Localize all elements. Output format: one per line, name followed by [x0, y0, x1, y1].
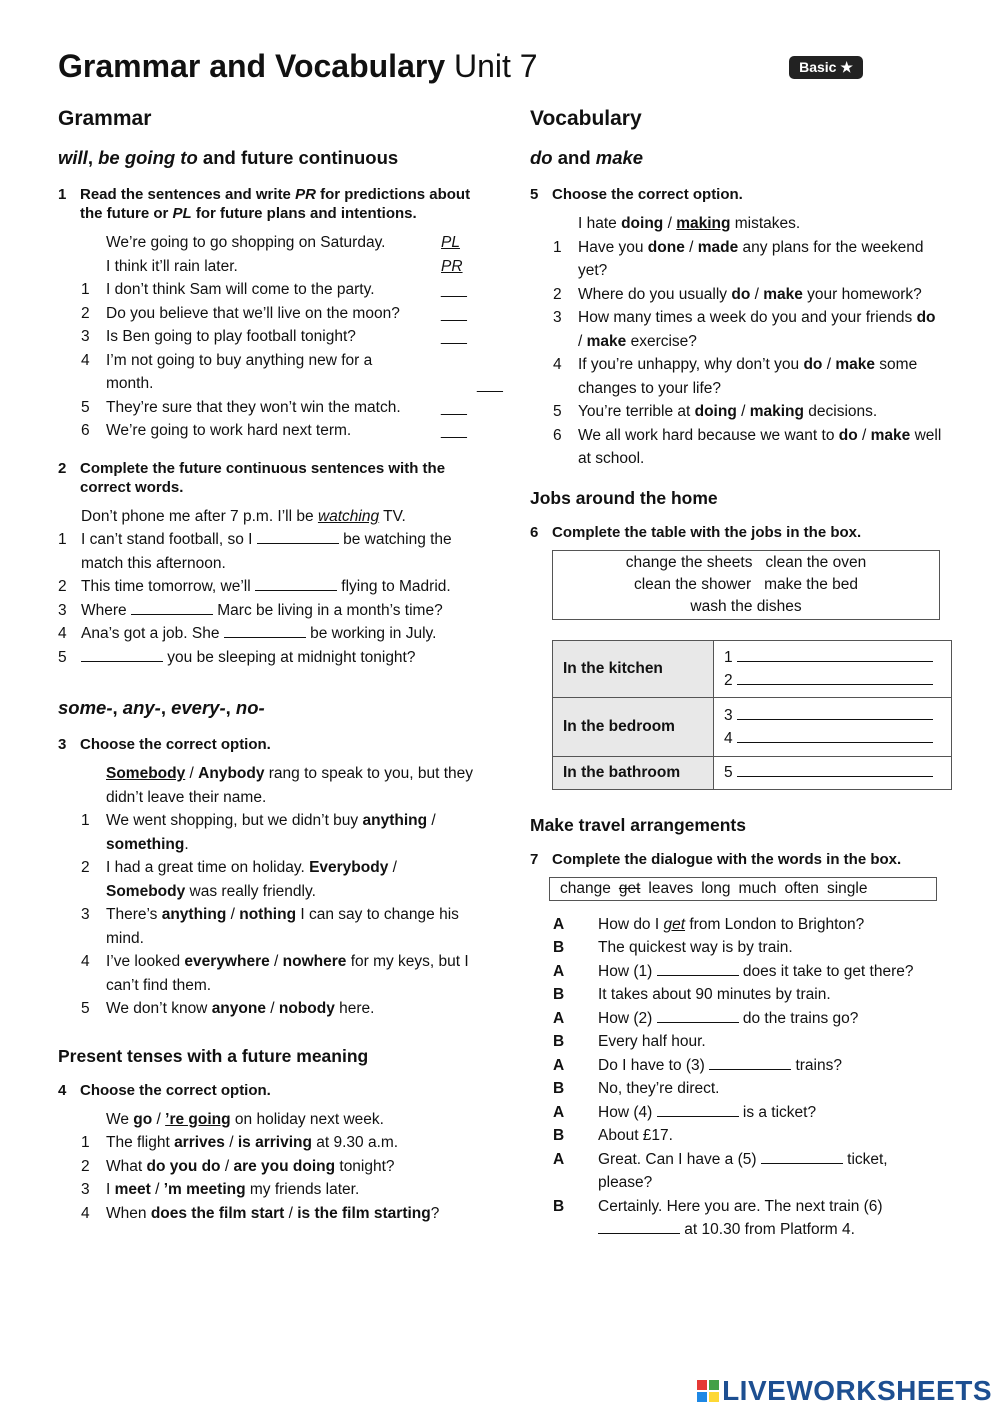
exercise-6-instruction: 6 Complete the table with the jobs in the box. — [530, 523, 862, 541]
option-a[interactable]: do — [916, 309, 936, 326]
option-a[interactable]: do you do — [146, 1157, 221, 1175]
table-row: In the kitchen 1 2 — [553, 640, 952, 697]
vocabulary-column — [530, 104, 950, 1242]
grammar-column — [58, 104, 503, 1225]
list-item: 2 What do you do / are you doing tonight? — [81, 1157, 395, 1175]
list-item: 3 How many times a week do you and your friends do / make exercise? — [553, 309, 936, 350]
option-b[interactable]: make — [870, 426, 911, 444]
list-item: 5 We don’t know anyone / nobody here. — [81, 1000, 375, 1017]
option-b[interactable]: make — [586, 332, 627, 350]
answer-line[interactable] — [737, 728, 933, 743]
dialogue-line: B It takes about 90 minutes by train. — [553, 986, 831, 1003]
answer-blank[interactable] — [257, 529, 339, 544]
answer-blank[interactable]: ___ — [441, 398, 467, 416]
section-some-any: some-, any-, every-, no- — [58, 697, 265, 718]
option-a[interactable]: meet — [114, 1181, 151, 1198]
example-answer: PR — [441, 257, 463, 275]
dialogue-line: B The quickest way is by train. — [553, 939, 793, 956]
exercise-2-instruction: 2 Complete the future continuous sentences with the correct words. — [58, 459, 446, 496]
option-a[interactable]: does the film start — [150, 1204, 285, 1222]
answer-blank[interactable]: ___ — [477, 375, 503, 393]
list-item: 4 If you’re unhappy, why don’t you do / make some changes to your life? — [553, 356, 918, 397]
list-item: 4 I’m not going to buy anything new for a month. ___ — [58, 349, 473, 396]
option-b[interactable]: Somebody — [106, 882, 186, 900]
word-box: change get leaves long much often single — [549, 877, 937, 901]
dialogue-line: A How do I get from London to Brighton? — [553, 915, 865, 933]
section-present-tenses: Present tenses with a future meaning — [58, 1045, 369, 1066]
example-row: We go / ’re going on holiday next week. — [106, 1110, 384, 1128]
option-a[interactable]: doing — [694, 403, 737, 420]
level-badge: Basic ★ — [789, 56, 863, 79]
section-travel: Make travel arrangements — [530, 814, 746, 835]
dialogue-line: A Great. Can I have a (5) ticket, please? — [553, 1150, 888, 1191]
option-b[interactable]: nothing — [239, 906, 297, 923]
jobs-table — [552, 640, 952, 790]
answer-line[interactable] — [737, 670, 933, 685]
list-item: 1 The flight arrives / is arriving at 9.30 a.m. — [81, 1134, 399, 1151]
answer-blank[interactable] — [255, 576, 337, 591]
dialogue-line: B No, they’re direct. — [553, 1080, 720, 1097]
list-item: 3 Where Marc be living in a month’s time? — [58, 601, 443, 619]
example-row: Don’t phone me after 7 p.m. I’ll be watching TV. — [81, 507, 406, 525]
list-item: 1 We went shopping, but we didn’t buy anything / something. — [81, 812, 436, 853]
dialogue-line: B Certainly. Here you are. The next train (6) at 10.30 from Platform 4. — [553, 1197, 883, 1238]
list-item: 2 Where do you usually do / make your homework? — [553, 285, 922, 303]
example-row: We’re going to go shopping on Saturday. PL — [58, 231, 473, 255]
dialogue-line: B Every half hour. — [553, 1033, 706, 1050]
row-label: In the bathroom — [553, 756, 714, 789]
grammar-heading: Grammar — [58, 107, 152, 130]
option-b[interactable]: are you doing — [233, 1157, 336, 1175]
list-item: 3 Is Ben going to play football tonight? ___ — [58, 325, 473, 349]
option-a[interactable]: do — [731, 285, 751, 303]
exercise-3-items — [58, 762, 473, 1021]
option-b[interactable]: made — [697, 238, 739, 256]
dialogue-line: A How (4) is a ticket? — [553, 1103, 817, 1121]
option-b[interactable]: making — [749, 403, 804, 420]
answer-blank[interactable] — [657, 1102, 739, 1117]
list-item: 6 We’re going to work hard next term. ___ — [58, 419, 473, 443]
exercise-4-items — [58, 1108, 473, 1226]
option-a[interactable]: anything — [161, 906, 227, 923]
example-row: I think it’ll rain later. PR — [58, 255, 473, 279]
option-a[interactable]: done — [647, 238, 685, 256]
option-b[interactable]: is the film starting — [297, 1204, 431, 1222]
exercise-5-instruction: 5 Choose the correct option. — [530, 186, 743, 203]
exercise-7-instruction: 7 Complete the dialogue with the words in the box. — [530, 850, 902, 868]
answer-blank[interactable] — [224, 623, 306, 638]
section-future: will, be going to and future continuous — [58, 147, 399, 168]
answer-line[interactable] — [737, 762, 933, 777]
list-item: 2 Do you believe that we’ll live on the moon? ___ — [58, 302, 473, 326]
answer-blank[interactable] — [709, 1055, 791, 1070]
answer-blank[interactable] — [81, 647, 163, 662]
list-item: 4 Ana’s got a job. She be working in July. — [58, 625, 437, 642]
exercise-4-instruction: 4 Choose the correct option. — [58, 1081, 271, 1099]
option-b[interactable]: something — [106, 835, 185, 853]
answer-blank[interactable] — [131, 600, 213, 615]
answer-line[interactable] — [737, 705, 933, 720]
option-a[interactable]: do — [838, 426, 858, 444]
list-item: 3 I meet / ’m meeting my friends later. — [81, 1181, 360, 1198]
list-item: 4 When does the film start / is the film starting? — [81, 1204, 440, 1222]
option-a[interactable]: anything — [362, 812, 428, 829]
table-row: In the bathroom 5 — [553, 756, 952, 789]
list-item: 1 Have you done / made any plans for the weekend yet? — [553, 238, 924, 279]
option-b[interactable]: nobody — [278, 1000, 335, 1017]
answer-blank[interactable]: ___ — [441, 422, 467, 439]
list-item: 6 We all work hard because we want to do / make well at school. — [553, 426, 942, 467]
answer-blank[interactable]: ___ — [441, 328, 467, 345]
exercise-1-instruction: 1 Read the sentences and write PR for predictions about the future or PL for future plans and intentions. — [58, 186, 471, 222]
list-item: 3 There’s anything / nothing I can say to change his mind. — [81, 906, 459, 947]
option-b[interactable]: nowhere — [282, 953, 347, 970]
option-a[interactable]: arrives — [174, 1134, 225, 1151]
list-item: 5 you be sleeping at midnight tonight? — [58, 648, 416, 666]
dialogue — [530, 913, 944, 1242]
section-jobs: Jobs around the home — [530, 487, 718, 508]
logo-text: LIVEWORKSHEETS — [722, 1375, 992, 1406]
table-row: In the bedroom 3 4 — [553, 697, 952, 756]
word-box: change the sheets clean the oven clean the shower make the bed wash the dishes — [552, 550, 940, 620]
option-a[interactable]: Everybody — [309, 859, 389, 876]
answer-blank[interactable]: ___ — [441, 304, 467, 322]
vocabulary-heading: Vocabulary — [530, 107, 642, 130]
logo-icon — [697, 1380, 719, 1402]
list-item: 4 I’ve looked everywhere / nowhere for my keys, but I can’t find them. — [81, 953, 469, 994]
list-item: 5 They’re sure that they won’t win the match. ___ — [58, 396, 473, 420]
list-item: 2 This time tomorrow, we’ll flying to Madrid. — [58, 578, 451, 595]
option-b[interactable]: make — [835, 356, 875, 373]
option-a[interactable]: do — [803, 356, 823, 373]
answer-line[interactable] — [737, 647, 933, 662]
answer-blank[interactable] — [657, 1008, 739, 1023]
title-unit: Unit 7 — [445, 48, 538, 84]
option-a[interactable]: anyone — [211, 1000, 266, 1017]
example-answer: PL — [441, 234, 460, 251]
section-do-make: do and make — [530, 147, 644, 168]
exercise-5-items — [530, 212, 944, 471]
option-b[interactable]: make — [763, 285, 803, 303]
dialogue-line: A How (2) do the trains go? — [553, 1009, 859, 1027]
option-a[interactable]: everywhere — [184, 953, 270, 970]
example-row: I hate doing / making mistakes. — [578, 215, 801, 232]
exercise-1-items — [58, 231, 503, 443]
list-item: 2 I had a great time on holiday. Everybody / Somebody was really friendly. — [81, 859, 397, 900]
row-label: In the bedroom — [553, 697, 714, 756]
dialogue-line: A Do I have to (3) trains? — [553, 1056, 842, 1074]
row-label: In the kitchen — [553, 640, 714, 697]
list-item: 5 You’re terrible at doing / making decisions. — [553, 403, 878, 420]
dialogue-line: B About £17. — [553, 1127, 673, 1144]
answer-blank[interactable] — [761, 1149, 843, 1164]
liveworksheets-logo — [697, 1375, 992, 1405]
answer-blank[interactable]: ___ — [441, 281, 467, 298]
dialogue-line: A How (1) does it take to get there? — [553, 962, 914, 980]
example-row: Somebody / Anybody rang to speak to you, but they didn’t leave their name. — [106, 765, 473, 806]
exercise-3-instruction: 3 Choose the correct option. — [58, 736, 271, 753]
page-title — [58, 48, 538, 85]
option-b[interactable]: ’m meeting — [163, 1181, 246, 1198]
option-b[interactable]: is arriving — [237, 1134, 312, 1151]
answer-blank[interactable] — [598, 1219, 680, 1234]
answer-blank[interactable] — [657, 961, 739, 976]
title-bold: Grammar and Vocabulary — [58, 48, 446, 84]
list-item: 1 I don’t think Sam will come to the party. ___ — [58, 278, 473, 302]
list-item: 1 I can’t stand football, so I be watching the match this afternoon. — [58, 531, 452, 572]
exercise-2-items — [58, 505, 473, 670]
